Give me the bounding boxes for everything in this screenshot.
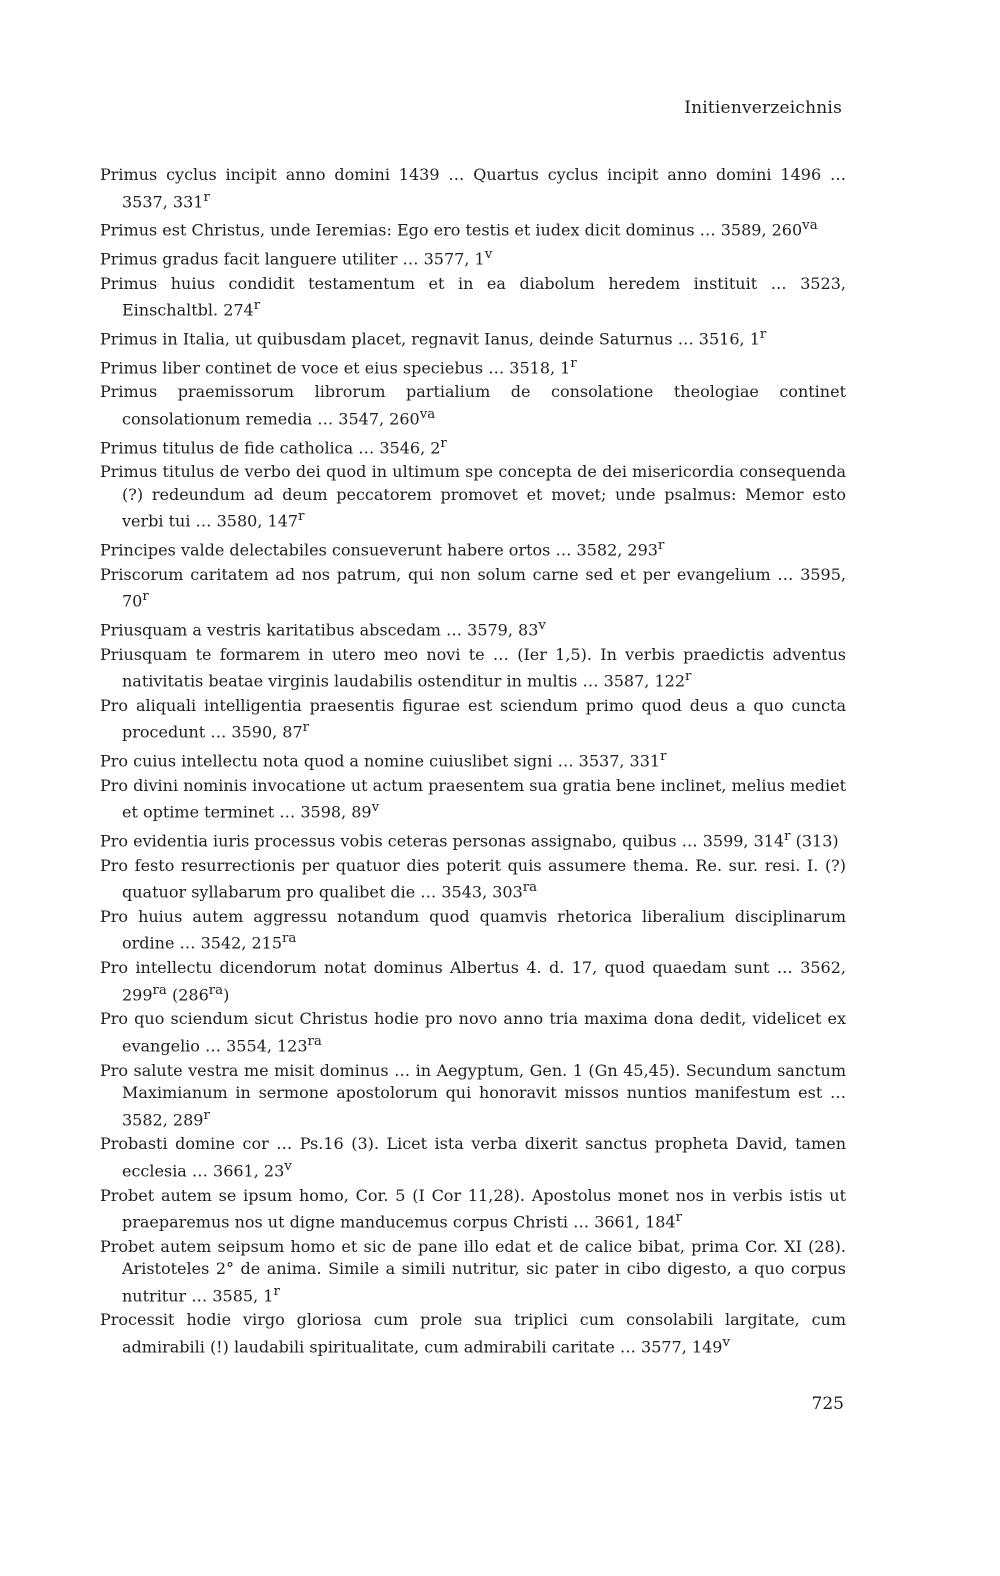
entry-reference: 3595, 70 (122, 564, 846, 611)
entry-alt-reference: (286 (166, 984, 209, 1004)
index-entry (100, 215, 846, 242)
index-entry (100, 644, 846, 693)
entry-incipit: Processit hodie virgo gloriosa cum prole sua triplici cum consolabili largitate, cum admirabili (!) laudabili spiritualitate, cum admirabili caritate … (100, 1310, 846, 1357)
entry-incipit: Principes valde delectabiles consueverunt habere ortos … (100, 540, 577, 560)
folio-side: r (203, 189, 210, 205)
entry-incipit: Primus liber continet de voce et eius speciebus … (100, 357, 510, 377)
index-entry (100, 353, 846, 380)
entry-incipit: Primus in Italia, ut quibusdam placet, regnavit Ianus, deinde Saturnus … (100, 329, 699, 349)
folio-side: r (570, 355, 577, 371)
folio-side: r (273, 1283, 280, 1299)
entry-reference: 3523, Einschaltbl. 274 (122, 273, 846, 320)
entry-incipit: Probet autem se ipsum homo, Cor. 5 (I Cor 11,28). Apostolus monet nos in verbis istis ut praeparemus nos ut digne manducemus corpus Christi … (100, 1185, 846, 1232)
index-entry (100, 1236, 846, 1308)
entry-incipit: Pro salute vestra me misit dominus … in Aegyptum, Gen. 1 (Gn 45,45). Secundum sanctum Maximianum in sermone apostolorum qui honoravit missos nuntios manifestum est … (100, 1060, 846, 1103)
folio-side: v (538, 617, 546, 633)
folio-side: r (302, 720, 310, 736)
index-entry (100, 381, 846, 430)
index-entry (100, 244, 846, 271)
entry-reference: 3661, 23 (213, 1161, 285, 1181)
entry-reference: 3579, 83 (467, 620, 539, 640)
entry-alt-reference: (313) (790, 831, 839, 851)
entry-reference: 3589, 260 (720, 220, 803, 240)
folio-side: va (419, 406, 436, 422)
folio-side: ra (522, 880, 538, 896)
entry-reference: 3554, 123 (226, 1036, 308, 1056)
running-head: Initienverzeichnis (684, 98, 842, 118)
entry-reference: 3580, 147 (216, 511, 299, 531)
folio-side: v (484, 246, 493, 262)
index-entry (100, 746, 846, 773)
folio-side: r (660, 749, 667, 765)
entry-reference: 3599, 314 (702, 831, 785, 851)
index-entry (100, 695, 846, 744)
index-entry (100, 564, 846, 613)
entry-incipit: Primus titulus de fide catholica … (100, 437, 380, 457)
entry-incipit: Primus titulus de verbo dei quod in ultimum spe concepta de dei misericordia consequenda (?) redeundum ad deum peccatorem promovet et movet; unde psalmus: Memor esto verbi tui … (100, 462, 846, 531)
index-entry (100, 775, 846, 824)
folio-side: r (675, 1210, 682, 1226)
folio-side: va (802, 218, 818, 234)
entry-incipit: Priusquam te formarem in utero meo novi te … (Ier 1,5). In verbis praedictis adventus nativitatis beatae virginis laudabilis ostenditur in multis … (100, 644, 846, 691)
entry-incipit: Primus huius condidit testamentum et in ea diabolum heredem instituit … (100, 273, 801, 293)
index-entry (100, 826, 846, 853)
folio-side: r (142, 589, 149, 605)
folio-side: v (722, 1334, 730, 1350)
entry-reference: 3585, 1 (212, 1286, 274, 1306)
index-entry (100, 164, 846, 213)
entry-incipit: Pro aliquali intelligentia praesentis figurae est sciendum primo quod deus a quo cuncta procedunt … (100, 695, 846, 742)
entry-incipit: Pro festo resurrectionis per quatuor dies poterit quis assumere thema. Re. sur. resi. I. (?) quatuor syllabarum pro qualibet die … (100, 855, 846, 902)
index-entry (100, 324, 846, 351)
page-number: 725 (811, 1394, 844, 1414)
entry-reference: 3543, 303 (441, 882, 523, 902)
index-entry (100, 1133, 846, 1182)
folio-side: r (253, 298, 261, 314)
entry-reference: 3598, 89 (300, 802, 372, 822)
entry-incipit: Primus gradus facit languere utiliter … (100, 249, 424, 269)
entry-reference: 3582, 293 (576, 540, 658, 560)
entry-incipit: Pro evidentia iuris processus vobis ceteras personas assignabo, quibus … (100, 831, 703, 851)
entry-incipit: Pro divini nominis invocatione ut actum praesentem sua gratia bene inclinet, melius mediet et optime terminet … (100, 775, 846, 822)
entry-reference: 3537, 331 (578, 751, 661, 771)
index-entry (100, 461, 846, 533)
entry-reference: 3661, 184 (594, 1212, 676, 1232)
entry-incipit: Priscorum caritatem ad nos patrum, qui non solum carne sed et per evangelium … (100, 564, 801, 584)
index-entries (100, 164, 846, 1361)
entry-reference: 3516, 1 (698, 329, 760, 349)
entry-incipit: Primus cyclus incipit anno domini 1439 … Quartus cyclus incipit anno domini 1496 … (100, 165, 846, 184)
entry-reference: 3587, 122 (603, 671, 685, 691)
entry-reference: 3590, 87 (231, 722, 303, 742)
index-entry (100, 1060, 846, 1132)
folio-side: v (371, 800, 380, 816)
folio-side: r (759, 326, 767, 342)
entry-incipit: Pro huius autem aggressu notandum quod quamvis rhetorica liberalium disciplinarum ordine … (100, 906, 846, 953)
index-entry (100, 615, 846, 642)
index-entry (100, 855, 846, 904)
folio-side: r (298, 509, 305, 525)
folio-side: ra (282, 931, 297, 947)
entry-incipit: Probasti domine cor … Ps.16 (3). Licet ista verba dixerit sanctus propheta David, tamen ecclesia … (100, 1134, 846, 1181)
entry-reference: 3562, 299 (122, 958, 846, 1004)
index-entry (100, 273, 846, 322)
folio-side: r (784, 829, 791, 844)
index-entry (100, 906, 846, 955)
entry-reference: 3546, 2 (379, 437, 441, 457)
folio-side: ra (208, 982, 224, 998)
entry-reference: 3547, 260 (338, 409, 420, 429)
entry-reference: 3542, 215 (200, 933, 283, 953)
entry-incipit: Priusquam a vestris karitatibus abscedam … (100, 620, 468, 640)
folio-side: r (657, 537, 665, 553)
entry-incipit: Pro quo sciendum sicut Christus hodie pro novo anno tria maxima dona dedit, videlicet ex evangelio … (100, 1009, 846, 1056)
entry-reference: 3577, 149 (641, 1337, 723, 1357)
entry-reference: 3577, 1 (423, 249, 485, 269)
entry-reference: 3518, 1 (509, 357, 571, 377)
entry-reference: 3537, 331 (122, 191, 204, 211)
folio-side: r (440, 435, 447, 451)
entry-incipit: Pro intellectu dicendorum notat dominus Albertus 4. d. 17, quod quaedam sunt … (100, 958, 801, 978)
entry-incipit: Primus est Christus, unde Ieremias: Ego ero testis et iudex dicit dominus … (100, 220, 721, 240)
folio-side: ra (307, 1033, 322, 1049)
index-entry (100, 535, 846, 562)
entry-incipit: Probet autem seipsum homo et sic de pane illo edat et de calice bibat, prima Cor. XI (28). Aristoteles 2° de anima. Simile a simili nutritur, sic pater in cibo digesto, a quo corpus nutritur … (100, 1236, 846, 1306)
entry-incipit: Pro cuius intellectu nota quod a nomine cuiuslibet signi … (100, 751, 579, 771)
index-entry (100, 1185, 846, 1234)
folio-side: v (284, 1158, 292, 1174)
index-entry (100, 433, 846, 460)
folio-side: ra (152, 982, 167, 998)
entry-alt-reference-end: ) (223, 984, 230, 1004)
index-entry (100, 957, 846, 1006)
index-entry (100, 1309, 846, 1358)
entry-incipit: Primus praemissorum librorum partialium de consolatione theologiae continet consolationum remedia … (100, 382, 846, 429)
folio-side: r (685, 669, 692, 685)
entry-reference: 3582, 289 (122, 1109, 204, 1129)
folio-side: r (203, 1107, 210, 1123)
index-entry (100, 1008, 846, 1057)
